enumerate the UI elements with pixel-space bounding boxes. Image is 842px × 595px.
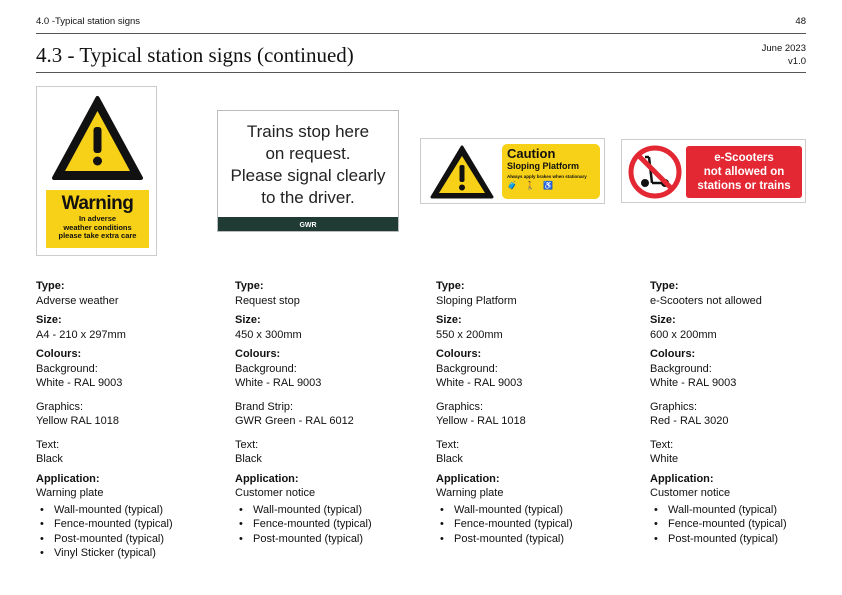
list-item: • Fence-mounted (typical) — [36, 517, 173, 532]
request-line-3: Please signal clearly — [230, 166, 386, 185]
colour-2-value: Yellow - RAL 1018 — [436, 415, 526, 427]
list-item: • Wall-mounted (typical) — [235, 503, 372, 518]
warning-title: Warning — [61, 193, 134, 214]
page-title: 4.3 - Typical station signs (continued) — [36, 43, 354, 67]
escooter-line-3: stations or trains — [697, 180, 791, 192]
colour-2-label: Graphics: — [436, 400, 484, 413]
spec-column-3 — [436, 279, 573, 546]
type-label: Type: — [650, 280, 679, 292]
escooter-line-1: e-Scooters — [714, 152, 774, 164]
type-value: Sloping Platform — [436, 294, 517, 307]
list-item: • Post-mounted (typical) — [235, 532, 372, 547]
application-value: Customer notice — [235, 487, 316, 499]
colour-3-label: Text: — [36, 438, 60, 451]
type-label: Type: — [235, 280, 264, 292]
list-item: • Fence-mounted (typical) — [650, 517, 787, 532]
colours-label: Colours: — [436, 348, 482, 360]
warning-line-2: weather conditions — [63, 222, 132, 232]
spec-column-1 — [36, 279, 173, 561]
colour-3-label: Text: — [235, 438, 259, 451]
request-stop-sign-image — [217, 110, 399, 232]
list-item: • Post-mounted (typical) — [436, 532, 573, 547]
list-item: • Fence-mounted (typical) — [436, 517, 573, 532]
colour-1-label: Background: — [36, 362, 98, 375]
caution-small-text: Always apply brakes when stationary — [507, 174, 587, 179]
escooter-line-2: not allowed on — [703, 166, 785, 178]
caution-title: Caution — [507, 146, 556, 161]
colour-1-value: White - RAL 9003 — [436, 377, 523, 389]
application-value: Warning plate — [436, 487, 504, 499]
version-label: v1.0 — [788, 56, 806, 67]
type-value: Request stop — [235, 294, 300, 307]
size-label: Size: — [436, 314, 462, 326]
size-value: 550 x 200mm — [436, 328, 503, 341]
colour-2-value: Red - RAL 3020 — [650, 415, 729, 427]
size-label: Size: — [36, 314, 62, 326]
colour-1-value: White - RAL 9003 — [235, 377, 322, 389]
size-label: Size: — [650, 314, 676, 326]
application-label: Application: — [235, 472, 299, 485]
page-number: 48 — [795, 16, 806, 27]
colour-1-label: Background: — [436, 362, 498, 375]
caution-sign-image — [420, 138, 605, 204]
colour-2-label: Graphics: — [650, 400, 698, 413]
mounting-list — [650, 503, 787, 547]
list-item: • Post-mounted (typical) — [650, 532, 787, 547]
colour-2-value: GWR Green - RAL 6012 — [235, 415, 354, 427]
type-value: e-Scooters not allowed — [650, 294, 762, 307]
warning-sign-image — [36, 86, 157, 256]
size-value: 600 x 200mm — [650, 328, 717, 341]
list-item: • Post-mounted (typical) — [36, 532, 173, 547]
list-item: • Wall-mounted (typical) — [650, 503, 787, 518]
colour-1-label: Background: — [650, 362, 712, 375]
no-scooter-icon — [628, 145, 682, 199]
section-label: 4.0 -Typical station signs — [36, 16, 141, 27]
size-value: 450 x 300mm — [235, 328, 302, 341]
size-value: A4 - 210 x 297mm — [36, 328, 126, 341]
mounting-list — [36, 503, 173, 561]
colour-2-label: Brand Strip: — [235, 400, 294, 413]
type-label: Type: — [36, 280, 65, 292]
application-label: Application: — [650, 472, 714, 485]
size-label: Size: — [235, 314, 261, 326]
escooter-text-panel — [686, 146, 802, 198]
request-text — [218, 121, 398, 209]
application-label: Application: — [36, 472, 100, 485]
caution-text-panel — [502, 144, 600, 199]
colour-3-value: White — [650, 453, 679, 465]
caution-subtitle: Sloping Platform — [507, 161, 579, 171]
spec-column-4 — [650, 279, 787, 546]
colour-2-label: Graphics: — [36, 400, 84, 413]
title-divider — [36, 72, 806, 73]
warning-line-3: please take extra care — [58, 231, 137, 240]
application-value: Warning plate — [36, 487, 104, 499]
caution-pictogram-icons: 🧳 🚶 ♿ — [507, 181, 557, 190]
type-value: Adverse weather — [36, 294, 119, 307]
list-item: • Vinyl Sticker (typical) — [36, 546, 173, 561]
request-line-4: to the driver. — [261, 188, 355, 207]
warning-triangle-icon — [50, 94, 145, 184]
colours-label: Colours: — [36, 348, 82, 360]
colours-label: Colours: — [650, 348, 696, 360]
warning-triangle-icon — [429, 144, 495, 200]
request-line-2: on request. — [265, 144, 351, 163]
document-date — [762, 42, 806, 68]
colour-2-value: Yellow RAL 1018 — [36, 415, 119, 427]
colour-1-value: White - RAL 9003 — [36, 377, 123, 389]
application-value: Customer notice — [650, 487, 731, 499]
colour-3-label: Text: — [436, 438, 460, 451]
colour-1-value: White - RAL 9003 — [650, 377, 737, 389]
mounting-list — [436, 503, 573, 547]
warning-text-panel — [46, 190, 149, 248]
gwr-logo: GWR — [299, 222, 317, 229]
colour-3-value: Black — [36, 453, 63, 465]
escooter-sign-image — [621, 139, 806, 203]
type-label: Type: — [436, 280, 465, 292]
colour-3-value: Black — [235, 453, 262, 465]
application-label: Application: — [436, 472, 500, 485]
header-divider — [36, 33, 806, 34]
request-line-1: Trains stop here — [246, 122, 370, 141]
colour-3-label: Text: — [650, 438, 674, 451]
mounting-list — [235, 503, 372, 547]
list-item: • Wall-mounted (typical) — [436, 503, 573, 518]
list-item: • Wall-mounted (typical) — [36, 503, 173, 518]
list-item: • Fence-mounted (typical) — [235, 517, 372, 532]
colour-1-label: Background: — [235, 362, 297, 375]
warning-line-1: In adverse — [78, 214, 117, 223]
colour-3-value: Black — [436, 453, 463, 465]
spec-column-2 — [235, 279, 372, 546]
date-month: June 2023 — [761, 43, 806, 54]
colours-label: Colours: — [235, 348, 281, 360]
